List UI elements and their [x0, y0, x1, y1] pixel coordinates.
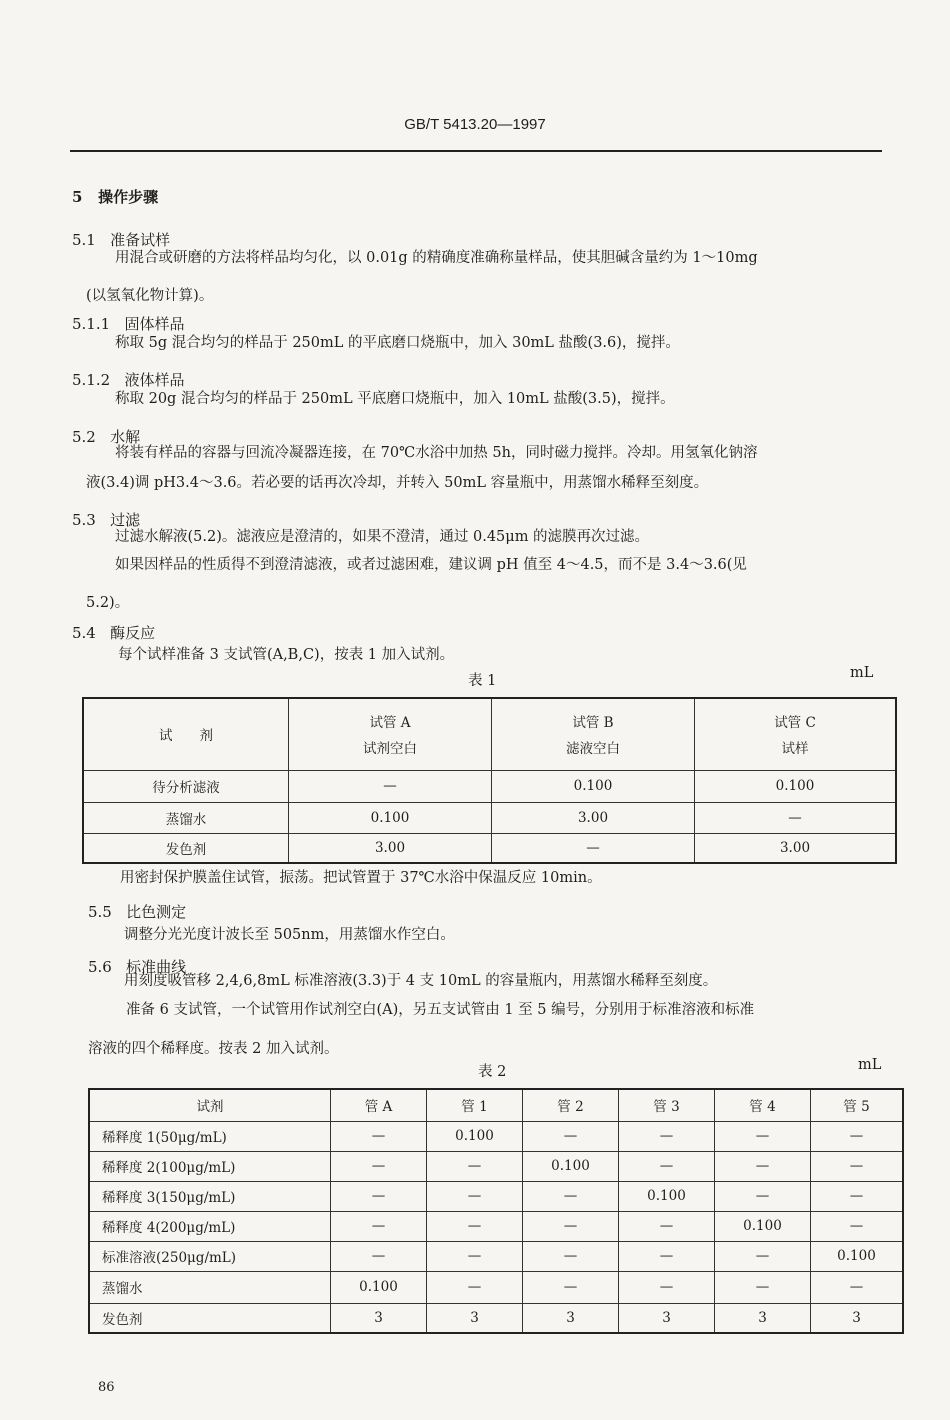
table-cell: — [523, 1181, 619, 1211]
section-5-4-heading [72, 622, 155, 643]
table-cell: 0.100 [427, 1121, 523, 1151]
section-5-1-2-heading [72, 369, 185, 390]
table-row [89, 1271, 903, 1303]
table-cell: — [715, 1271, 811, 1303]
row-label: 标准溶液(250μg/mL) [89, 1241, 331, 1271]
section-title: 液体样品 [124, 371, 185, 389]
table-cell: — [695, 802, 897, 833]
table-cell: 3 [811, 1303, 904, 1333]
row-label: 发色剂 [89, 1303, 331, 1333]
table-cell: — [715, 1241, 811, 1271]
paragraph: 称取 5g 混合均匀的样品于 250mL 的平底磨口烧瓶中，加入 30mL 盐酸(3.6)，搅拌。 [115, 335, 680, 351]
header-cell: 试剂 [89, 1089, 331, 1121]
table-cell: — [619, 1151, 715, 1181]
table-cell: 0.100 [695, 770, 897, 802]
table-cell: — [331, 1181, 427, 1211]
row-label: 稀释度 1(50μg/mL) [89, 1121, 331, 1151]
table-cell: — [811, 1151, 904, 1181]
header-cell [695, 698, 897, 770]
table-cell: — [715, 1181, 811, 1211]
table-row [89, 1241, 903, 1271]
section-number: 5.5 [88, 903, 112, 921]
header-rule [70, 150, 882, 152]
section-title: 比色测定 [126, 903, 187, 921]
paragraph: (以氢氧化物计算)。 [86, 288, 214, 304]
paragraph: 溶液的四个稀释度。按表 2 加入试剂。 [88, 1041, 339, 1057]
table-cell: — [523, 1211, 619, 1241]
table-row [89, 1303, 903, 1333]
row-label: 稀释度 3(150μg/mL) [89, 1181, 331, 1211]
row-label: 发色剂 [83, 833, 289, 863]
table-cell: — [811, 1121, 904, 1151]
table-cell: — [427, 1271, 523, 1303]
header-cell: 管 3 [619, 1089, 715, 1121]
header-cell [289, 698, 492, 770]
standard-header: GB/T 5413.20—1997 [404, 116, 546, 133]
header-cell: 管 2 [523, 1089, 619, 1121]
section-5-1-1-heading [72, 313, 185, 334]
table-row [89, 1211, 903, 1241]
table-cell: 0.100 [289, 802, 492, 833]
table-cell: — [811, 1271, 904, 1303]
table-cell: 3.00 [695, 833, 897, 863]
table-cell: 0.100 [619, 1181, 715, 1211]
table-cell: — [715, 1121, 811, 1151]
table-cell: — [619, 1121, 715, 1151]
table-cell: — [619, 1271, 715, 1303]
table-cell: — [331, 1151, 427, 1181]
table-cell: — [427, 1241, 523, 1271]
paragraph: 准备 6 支试管，一个试管用作试剂空白(A)，另五支试管由 1 至 5 编号，分别用于标准溶液和标准 [126, 1002, 755, 1018]
section-title: 准备试样 [110, 231, 171, 249]
table-cell: — [811, 1211, 904, 1241]
table-cell: — [811, 1181, 904, 1211]
table-cell: 0.100 [492, 770, 695, 802]
paragraph: 用密封保护膜盖住试管，振荡。把试管置于 37℃水浴中保温反应 10min。 [120, 870, 602, 886]
section-title: 过滤 [110, 511, 141, 529]
table-cell: — [331, 1211, 427, 1241]
paragraph: 称取 20g 混合均匀的样品于 250mL 平底磨口烧瓶中，加入 10mL 盐酸(3.5)，搅拌。 [115, 391, 675, 407]
header-line: 试样 [781, 741, 809, 758]
table-header-row [83, 698, 896, 770]
table-cell: — [331, 1241, 427, 1271]
page-number: 86 [98, 1380, 115, 1395]
section-5-1-heading [72, 229, 170, 250]
table-cell: — [523, 1121, 619, 1151]
section-title: 固体样品 [124, 315, 185, 333]
table-cell: 3 [715, 1303, 811, 1333]
table-cell: 3 [523, 1303, 619, 1333]
table-cell: 3 [331, 1303, 427, 1333]
table-cell: 3.00 [289, 833, 492, 863]
header-line: 试管 C [774, 715, 816, 732]
table-cell: — [427, 1181, 523, 1211]
paragraph: 调整分光光度计波长至 505nm，用蒸馏水作空白。 [124, 927, 455, 943]
table-cell: — [492, 833, 695, 863]
header-line: 试管 A [369, 715, 411, 732]
paragraph: 5.2)。 [86, 595, 130, 611]
row-label: 蒸馏水 [89, 1271, 331, 1303]
table-2 [88, 1088, 904, 1334]
section-title: 操作步骤 [98, 188, 159, 206]
section-title: 标准曲线 [126, 958, 187, 976]
table-1-caption: 表 1 [468, 673, 497, 689]
section-number: 5 [72, 188, 83, 206]
table-row [89, 1181, 903, 1211]
table-2-unit: mL [858, 1057, 882, 1073]
table-cell: — [427, 1211, 523, 1241]
table-cell: 0.100 [523, 1151, 619, 1181]
table-2-caption: 表 2 [478, 1064, 507, 1080]
header-cell: 管 5 [811, 1089, 904, 1121]
header-cell: 管 1 [427, 1089, 523, 1121]
table-row [89, 1121, 903, 1151]
table-cell: 3.00 [492, 802, 695, 833]
section-5-heading [72, 186, 158, 207]
table-cell: — [523, 1271, 619, 1303]
row-label: 待分析滤液 [83, 770, 289, 802]
section-number: 5.3 [72, 511, 96, 529]
row-label: 蒸馏水 [83, 802, 289, 833]
section-title: 酶反应 [110, 624, 156, 642]
table-cell: — [523, 1241, 619, 1271]
table-cell: 0.100 [811, 1241, 904, 1271]
section-number: 5.2 [72, 428, 96, 446]
section-number: 5.4 [72, 624, 96, 642]
section-5-5-heading [88, 901, 186, 922]
table-cell: — [619, 1211, 715, 1241]
header-cell: 管 A [331, 1089, 427, 1121]
section-title: 水解 [110, 428, 141, 446]
section-number: 5.1.2 [72, 371, 111, 389]
table-cell: — [427, 1151, 523, 1181]
paragraph: 每个试样准备 3 支试管(A,B,C)，按表 1 加入试剂。 [118, 647, 455, 663]
section-number: 5.6 [88, 958, 112, 976]
table-row [83, 833, 896, 863]
table-cell: — [331, 1121, 427, 1151]
table-cell: — [619, 1241, 715, 1271]
row-label: 稀释度 4(200μg/mL) [89, 1211, 331, 1241]
paragraph: 用刻度吸管移 2,4,6,8mL 标准溶液(3.3)于 4 支 10mL 的容量瓶内，用蒸馏水稀释至刻度。 [124, 973, 718, 989]
table-1-unit: mL [850, 665, 874, 681]
table-1 [82, 697, 897, 864]
table-cell: 0.100 [715, 1211, 811, 1241]
paragraph: 将装有样品的容器与回流冷凝器连接，在 70℃水浴中加热 5h，同时磁力搅拌。冷却。用氢氧化钠溶 [115, 445, 758, 461]
header-line: 试管 B [572, 715, 614, 732]
table-row [89, 1151, 903, 1181]
section-number: 5.1 [72, 231, 96, 249]
paragraph: 用混合或研磨的方法将样品均匀化，以 0.01g 的精确度准确称量样品，使其胆碱含量约为 1～10mg [115, 250, 758, 266]
paragraph: 如果因样品的性质得不到澄清滤液，或者过滤困难，建议调 pH 值至 4～4.5，而不是 3.4～3.6(见 [115, 557, 747, 573]
table-row [83, 770, 896, 802]
paragraph: 过滤水解液(5.2)。滤液应是澄清的，如果不澄清，通过 0.45μm 的滤膜再次过滤。 [115, 529, 650, 545]
table-cell: — [289, 770, 492, 802]
header-cell [492, 698, 695, 770]
table-header-row [89, 1089, 903, 1121]
header-line: 试剂空白 [363, 741, 417, 758]
table-row [83, 802, 896, 833]
table-cell: 0.100 [331, 1271, 427, 1303]
header-cell: 管 4 [715, 1089, 811, 1121]
table-cell: 3 [619, 1303, 715, 1333]
section-number: 5.1.1 [72, 315, 111, 333]
table-cell: 3 [427, 1303, 523, 1333]
paragraph: 液(3.4)调 pH3.4～3.6。若必要的话再次冷却，并转入 50mL 容量瓶中，用蒸馏水稀释至刻度。 [86, 475, 709, 491]
table-cell: — [715, 1151, 811, 1181]
row-label: 稀释度 2(100μg/mL) [89, 1151, 331, 1181]
header-cell: 试 剂 [83, 698, 289, 770]
header-line: 滤液空白 [566, 741, 620, 758]
